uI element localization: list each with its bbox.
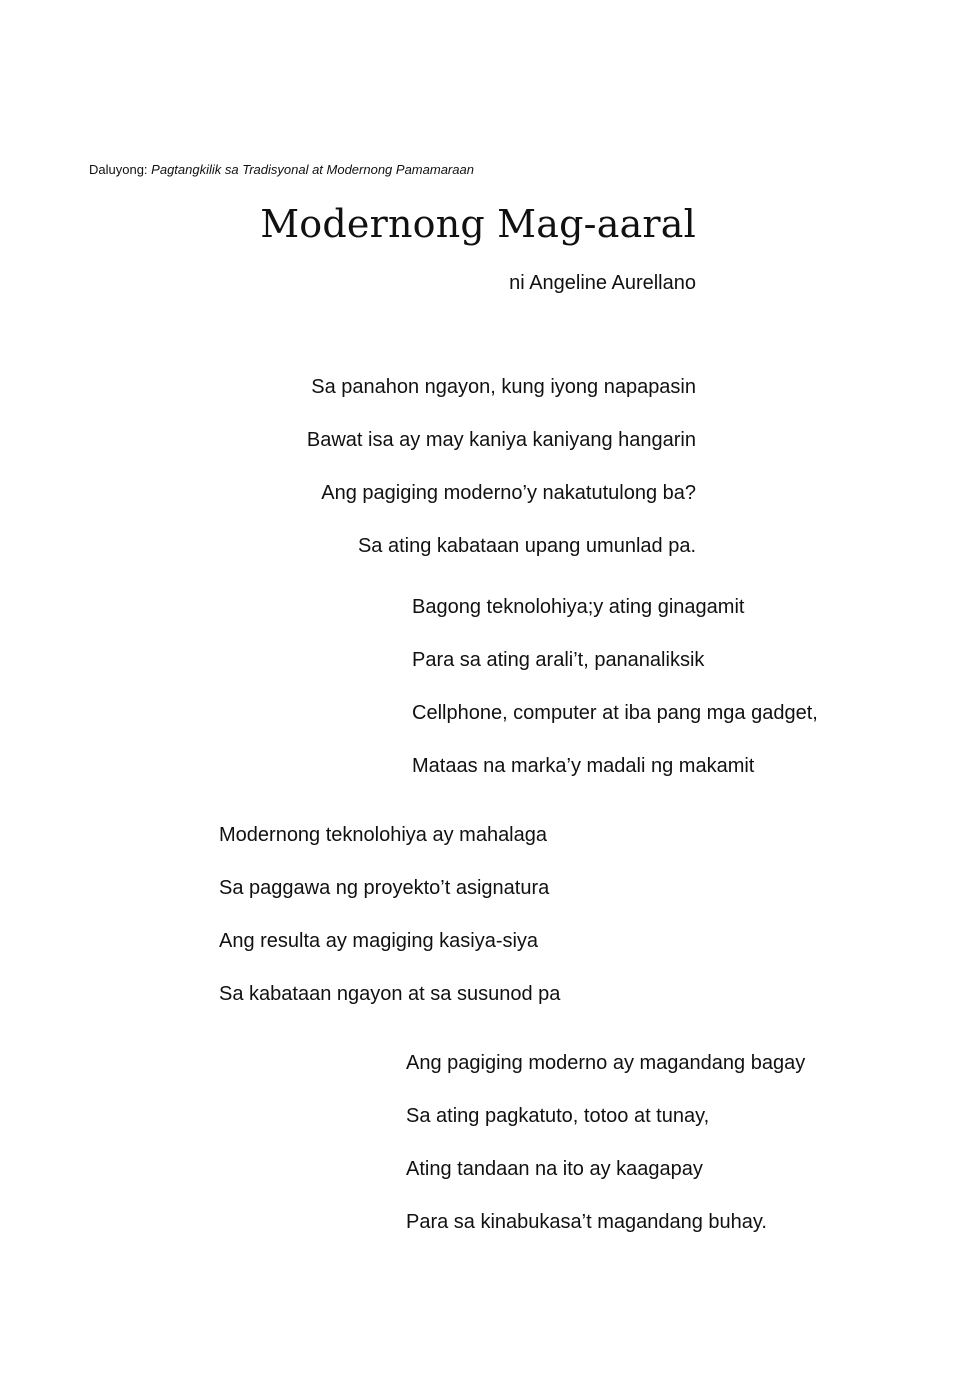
poem-line: Bagong teknolohiya;y ating ginagamit xyxy=(412,596,745,618)
poem-title: Modernong Mag-aaral xyxy=(260,202,696,246)
poem-line: Sa ating pagkatuto, totoo at tunay, xyxy=(406,1105,710,1127)
poem-line: Para sa ating arali’t, pananaliksik xyxy=(412,649,705,671)
poem-line: Sa kabataan ngayon at sa susunod pa xyxy=(219,983,561,1005)
poem-line: Para sa kinabukasa’t magandang buhay. xyxy=(406,1211,767,1233)
poem-line: Sa ating kabataan upang umunlad pa. xyxy=(357,535,696,557)
header-label: Daluyong: xyxy=(89,162,148,177)
poem-line: Bawat isa ay may kaniya kaniyang hangarin xyxy=(306,429,696,451)
stanza-2 xyxy=(412,594,818,806)
stanza-1 xyxy=(307,374,696,586)
stanza-3 xyxy=(219,822,560,1034)
poem-line: Ang pagiging moderno ay magandang bagay xyxy=(406,1052,806,1074)
poem-line: Cellphone, computer at iba pang mga gadget, xyxy=(412,702,818,724)
poem-line: Ang resulta ay magiging kasiya-siya xyxy=(219,930,539,952)
header-subtitle: Pagtangkilik sa Tradisyonal at Modernong Pamamaraan xyxy=(151,162,474,177)
poem-line: Mataas na marka’y madali ng makamit xyxy=(412,755,755,777)
poem-author: ni Angeline Aurellano xyxy=(509,272,696,294)
running-header xyxy=(89,162,474,178)
poem-line: Sa paggawa ng proyekto’t asignatura xyxy=(219,877,550,899)
poem-line: Sa panahon ngayon, kung iyong napapasin xyxy=(311,376,696,398)
poem-line: Modernong teknolohiya ay mahalaga xyxy=(219,824,547,846)
stanza-4 xyxy=(406,1050,805,1262)
poem-line: Ang pagiging moderno’y nakatutulong ba? xyxy=(321,482,696,504)
poem-line: Ating tandaan na ito ay kaagapay xyxy=(406,1158,703,1180)
